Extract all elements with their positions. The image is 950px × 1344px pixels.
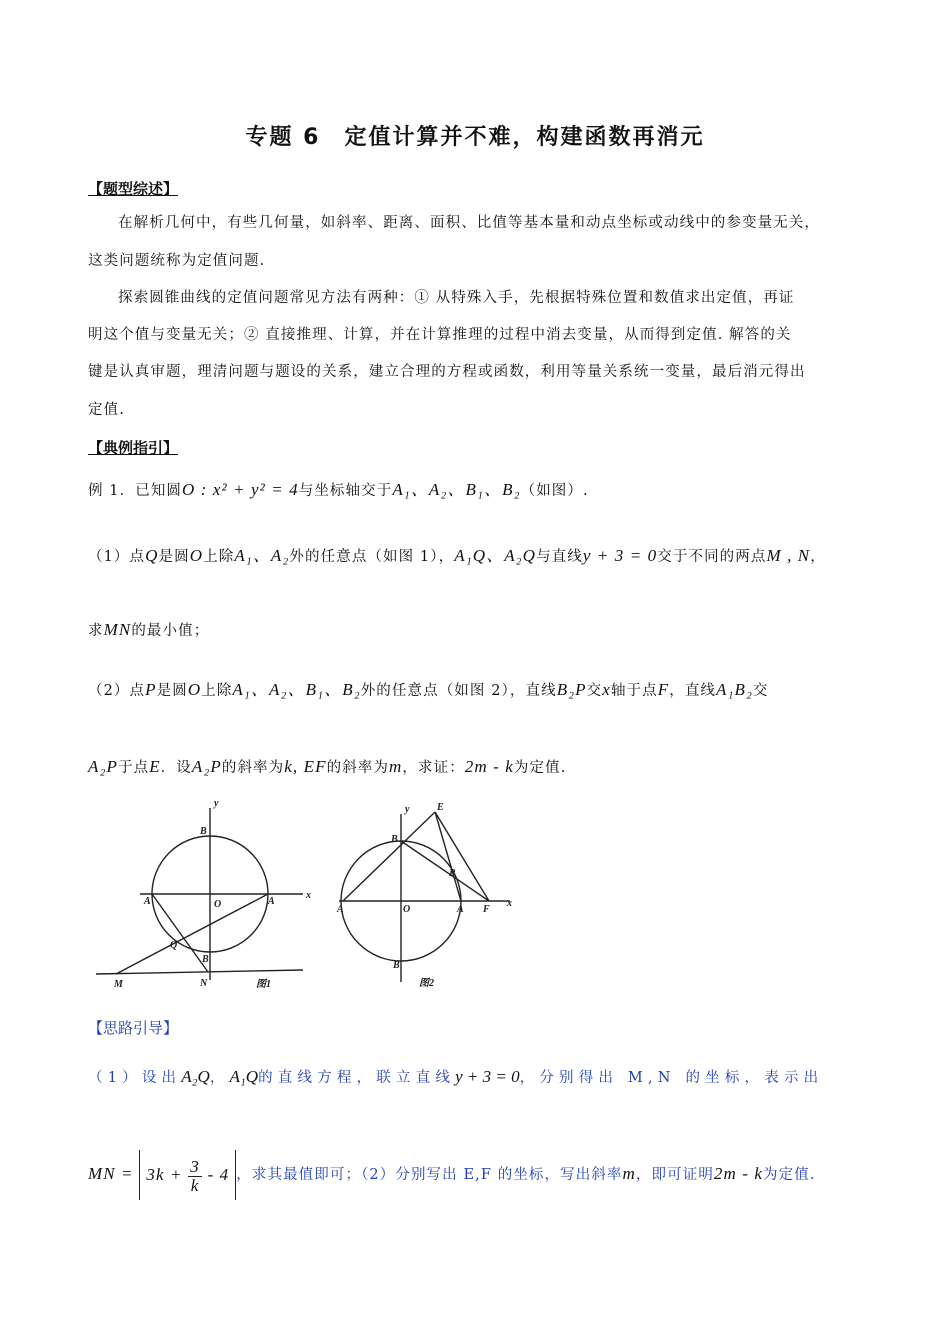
- fig2-line-EA2: [435, 812, 461, 901]
- fig1-label-A2: A: [268, 896, 275, 907]
- fig1-label-y: y: [214, 800, 219, 809]
- overview-paragraph-2-line-4: 定值.: [88, 402, 125, 418]
- fig2-caption: 图2: [419, 978, 434, 989]
- fig1-label-Q: Q: [170, 940, 178, 951]
- example-intro: [88, 480, 589, 501]
- fig2-label-P: P: [449, 868, 456, 879]
- figure-1: [88, 800, 328, 995]
- fig2-label-E: E: [437, 802, 444, 813]
- fig1-label-A1: A: [144, 896, 151, 907]
- hint-line-1: （1）设出A₂Q，A₁Q的直线方程，联立直线y + 3 = 0，分别得出 M,N 的坐标，表示出: [88, 1067, 824, 1086]
- fig1-label-M: M: [114, 979, 123, 990]
- intro-mid: 与坐标轴交于: [298, 483, 393, 499]
- fig2-label-A1: A: [337, 904, 344, 915]
- page-title: 专题 6 定值计算并不难，构建函数再消元: [245, 125, 705, 150]
- fig1-label-x: x: [306, 890, 311, 901]
- intro-suffix: （如图）.: [520, 483, 589, 499]
- overview-paragraph-2-line-2: 明这个值与变量无关；② 直接推理、计算，并在计算推理的过程中消去变量，从而得到定值. 解答的关: [88, 327, 792, 343]
- fig2-label-B1: B: [393, 960, 400, 971]
- intersection-points: A₁、A₂、B₁、B₂: [392, 480, 521, 499]
- fig1-label-O: O: [214, 899, 222, 910]
- circle-equation: O : x² + y² = 4: [182, 480, 299, 499]
- overview-heading: 【题型综述】: [88, 180, 179, 198]
- fig1-label-B1: B: [202, 954, 209, 965]
- fig2-label-B2: B: [391, 834, 398, 845]
- overview-paragraph-2-line-3: 键是认真审题，理清问题与题设的关系，建立合理的方程或函数，利用等量关系统一变量，最后消元得出: [88, 364, 806, 380]
- fig1-line-y-3: [96, 970, 303, 974]
- overview-paragraph-2-line-1: 探索圆锥曲线的定值问题常见方法有两种：① 从特殊入手，先根据特殊位置和数值求出定值，再证: [118, 290, 795, 306]
- question-2-line-2: A₂P于点E．设A₂P的斜率为k, EF的斜率为m，求证：2m - k为定值.: [88, 757, 567, 776]
- absolute-value-expression: 3k + $\frac{3}{k}$ - 4: [139, 1150, 236, 1200]
- fig1-label-B2: B: [200, 826, 207, 837]
- question-1-line-1: （1）点Q是圆O上除A₁、A₂外的任意点（如图 1），A₁Q、A₂Q与直线y + 3 = 0交于不同的两点M , N，: [88, 546, 826, 565]
- fraction-3-over-k: $\frac{3}{k}$: [190, 1156, 200, 1195]
- intro-prefix: 例 1．已知圆: [88, 483, 183, 499]
- fig2-line-EF: [435, 812, 489, 901]
- fig2-label-A2: A: [457, 904, 464, 915]
- mn-label: MN =: [88, 1164, 134, 1183]
- question-1-line-2: 求MN的最小值；: [88, 620, 210, 639]
- fig2-line-A1B2-E: [343, 812, 435, 901]
- overview-paragraph-1-line-2: 这类问题统称为定值问题.: [88, 253, 266, 269]
- fig1-caption: 图1: [256, 979, 271, 990]
- fig2-label-F: F: [483, 904, 490, 915]
- fig1-line-A2Q: [116, 894, 268, 974]
- fig2-label-x: x: [507, 898, 512, 909]
- overview-paragraph-1-line-1: 在解析几何中，有些几何量，如斜率、距离、面积、比值等基本量和动点坐标或动线中的参变量无关，: [118, 215, 820, 231]
- fig2-label-O: O: [403, 904, 411, 915]
- question-2-line-1: （2）点P是圆O上除A₁、A₂、B₁、B₂外的任意点（如图 2），直线B₂P交x轴于点F，直线A₁B₂交: [88, 680, 769, 699]
- fig1-line-A1Q: [152, 894, 208, 972]
- fig2-line-B2F: [401, 841, 489, 901]
- hint-heading: 【思路引导】: [88, 1019, 179, 1037]
- hint-line-2: MN = 3k + $\frac{3}{k}$ - 4 ，求其最值即可；（2）分别写出 E,F 的坐标，写出斜率m，即可证明2m - k为定值.: [88, 1150, 816, 1200]
- example-heading: 【典例指引】: [88, 439, 179, 457]
- fig2-label-y: y: [405, 804, 410, 815]
- fig1-label-N: N: [200, 978, 208, 989]
- figure-2: [335, 800, 520, 995]
